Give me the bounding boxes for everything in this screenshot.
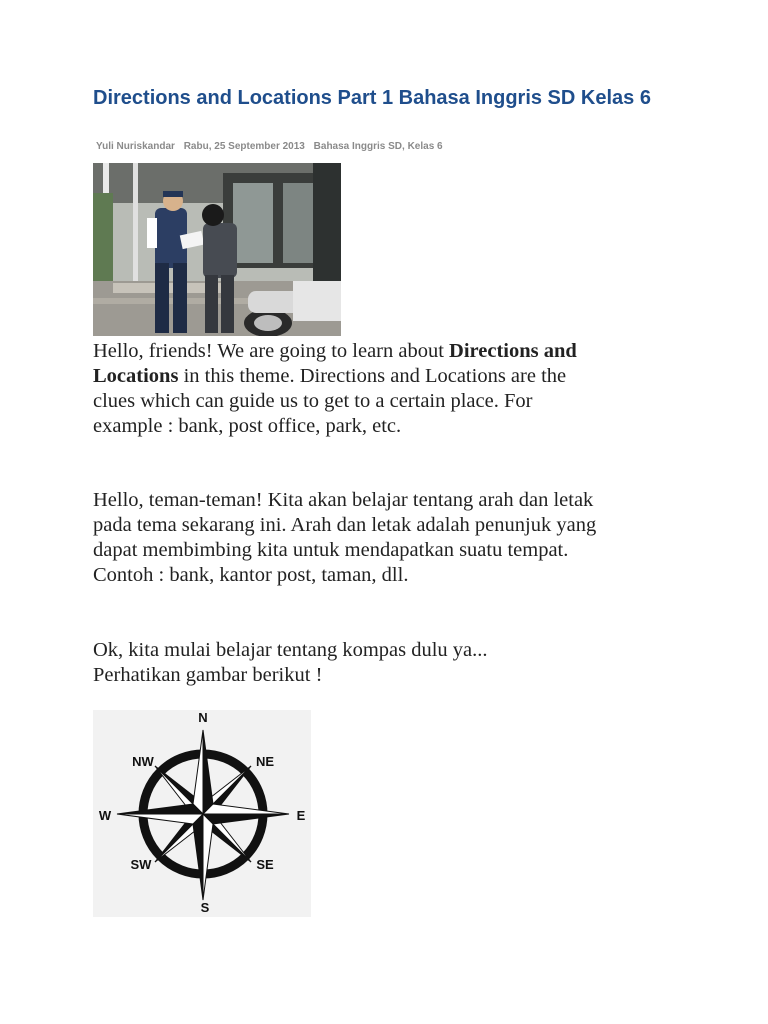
paragraph-intro-english: [93, 339, 673, 439]
author-link[interactable]: Yuli Nuriskandar: [96, 141, 175, 152]
p1-bold-locations: Locations: [93, 365, 179, 387]
p2-line3: dapat membimbing kita untuk mendapatkan suatu tempat.: [93, 539, 569, 561]
photo-illustration: [93, 163, 341, 336]
post-date: Rabu, 25 September 2013: [183, 141, 305, 152]
article-meta: [96, 141, 449, 152]
p1-line3: clues which can guide us to get to a certain place. For: [93, 390, 533, 412]
label-s: S: [200, 900, 210, 915]
paragraph-compass-intro: [93, 638, 673, 688]
p3-line1: Ok, kita mulai belajar tentang kompas dulu ya...: [93, 639, 488, 661]
p2-line1: Hello, teman-teman! Kita akan belajar tentang arah dan letak: [93, 489, 594, 511]
p3-line2: Perhatikan gambar berikut !: [93, 664, 323, 686]
label-sw: SW: [130, 857, 152, 872]
paragraph-intro-indonesian: [93, 488, 673, 588]
labels-link[interactable]: Bahasa Inggris SD, Kelas 6: [313, 141, 443, 152]
label-ne: NE: [255, 754, 275, 769]
p2-line4: Contoh : bank, kantor post, taman, dll.: [93, 564, 409, 586]
p1-bold-directions: Directions and: [449, 340, 577, 362]
p1-line4: example : bank, post office, park, etc.: [93, 415, 402, 437]
label-e: E: [296, 808, 306, 823]
article-title[interactable]: Directions and Locations Part 1 Bahasa Inggris SD Kelas 6: [93, 87, 651, 109]
p1-rest: in this theme. Directions and Locations are the: [178, 365, 567, 387]
compass-rose-icon: [93, 710, 311, 917]
label-se: SE: [256, 857, 274, 872]
p1-intro: Hello, friends! We are going to learn about: [93, 340, 450, 362]
p2-line2: pada tema sekarang ini. Arah dan letak adalah penunjuk yang: [93, 514, 597, 536]
compass-rose-figure: [93, 710, 311, 917]
label-n: N: [198, 710, 208, 725]
label-w: W: [98, 808, 112, 823]
article-photo: [93, 163, 341, 336]
label-nw: NW: [132, 754, 154, 769]
